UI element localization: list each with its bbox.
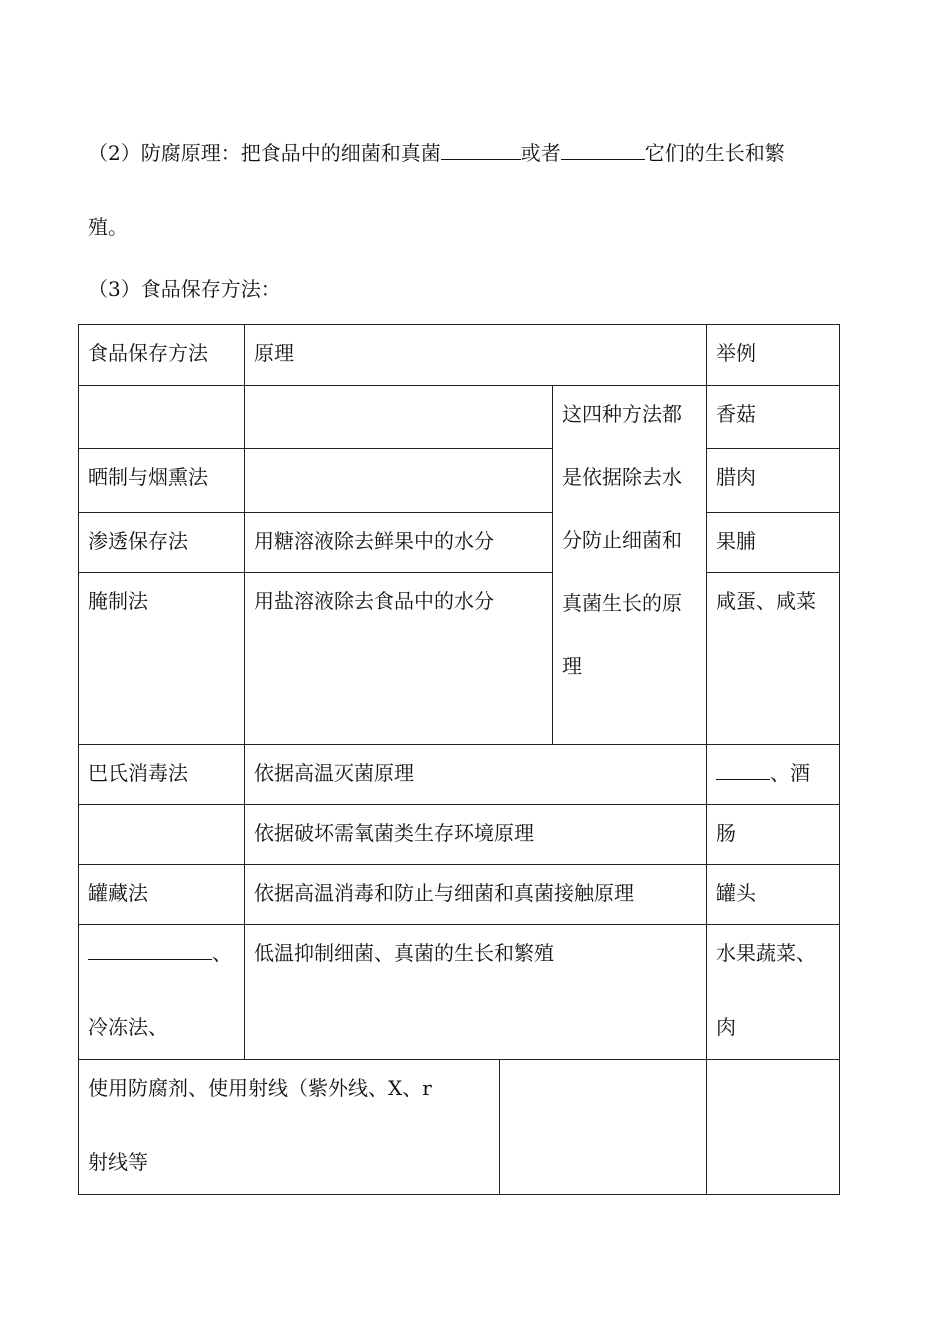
row3-method: 渗透保存法 [79, 513, 245, 573]
row8-method-line2: 冷冻法、 [88, 1015, 168, 1039]
row7-method: 罐藏法 [79, 865, 245, 925]
table-row [79, 573, 840, 745]
row5-method: 巴氏消毒法 [79, 745, 245, 805]
shared-principle-cell [553, 386, 707, 745]
row9-method-line2: 射线等 [88, 1150, 148, 1174]
table-row [79, 513, 840, 573]
row5-example-suffix: 、酒 [770, 761, 811, 785]
row8-principle: 低温抑制细菌、真菌的生长和繁殖 [245, 925, 707, 1060]
row4-method: 腌制法 [79, 573, 245, 745]
row7-example: 罐头 [707, 865, 840, 925]
row8-example-line2: 肉 [716, 1015, 737, 1039]
shared-principle-line: 这四种方法都 [562, 402, 682, 426]
row1-method [79, 386, 245, 449]
row2-method: 晒制与烟熏法 [79, 449, 245, 513]
row8-method [79, 925, 245, 1060]
shared-principle-line: 分防止细菌和 [562, 528, 682, 552]
table-row [79, 745, 840, 805]
row6-method [79, 805, 245, 865]
table-row [79, 449, 840, 513]
header-method: 食品保存方法 [79, 325, 245, 386]
row3-principle: 用糖溶液除去鲜果中的水分 [245, 513, 553, 573]
row9-method [79, 1060, 500, 1195]
table-row [79, 865, 840, 925]
row3-example: 果脯 [707, 513, 840, 573]
p2-text-after: 它们的生长和繁 [644, 141, 785, 165]
row6-example: 肠 [707, 805, 840, 865]
header-principle: 原理 [245, 325, 707, 386]
row9-method-line1: 使用防腐剂、使用射线（紫外线、X、r [88, 1076, 432, 1100]
shared-principle-line: 是依据除去水 [562, 465, 682, 489]
shared-principle-line: 真菌生长的原 [562, 591, 682, 615]
row1-principle [245, 386, 553, 449]
paragraph-antiseptic-principle [88, 139, 785, 167]
row8-example [707, 925, 840, 1060]
row4-example: 咸蛋、咸菜 [707, 573, 840, 745]
row2-principle [245, 449, 553, 513]
row4-principle: 用盐溶液除去食品中的水分 [245, 573, 553, 745]
fill-blank-2[interactable] [561, 139, 645, 160]
fill-blank-example[interactable] [716, 759, 770, 780]
table-row [79, 925, 840, 1060]
row5-example [707, 745, 840, 805]
row8-example-line1: 水果蔬菜、 [716, 941, 817, 965]
table-header-row [79, 325, 840, 386]
paragraph-antiseptic-principle-cont: 殖。 [88, 215, 128, 239]
row8-method-suffix: 、 [212, 941, 232, 965]
table-row [79, 805, 840, 865]
row7-principle: 依据高温消毒和防止与细菌和真菌接触原理 [245, 865, 707, 925]
row1-example: 香菇 [707, 386, 840, 449]
p2-text-before: （2）防腐原理：把食品中的细菌和真菌 [88, 141, 441, 165]
row9-example [707, 1060, 840, 1195]
paragraph-storage-methods-title: （3）食品保存方法： [88, 277, 281, 301]
fill-blank-method[interactable] [88, 939, 212, 960]
row2-example: 腊肉 [707, 449, 840, 513]
table-row [79, 1060, 840, 1195]
header-example: 举例 [707, 325, 840, 386]
row9-principle [500, 1060, 707, 1195]
row5-principle: 依据高温灭菌原理 [245, 745, 707, 805]
fill-blank-1[interactable] [441, 139, 521, 160]
p2-text-middle: 或者 [520, 141, 561, 165]
shared-principle-line: 理 [562, 654, 582, 678]
row6-principle: 依据破坏需氧菌类生存环境原理 [245, 805, 707, 865]
table-row [79, 386, 840, 449]
food-storage-table [78, 324, 840, 1195]
